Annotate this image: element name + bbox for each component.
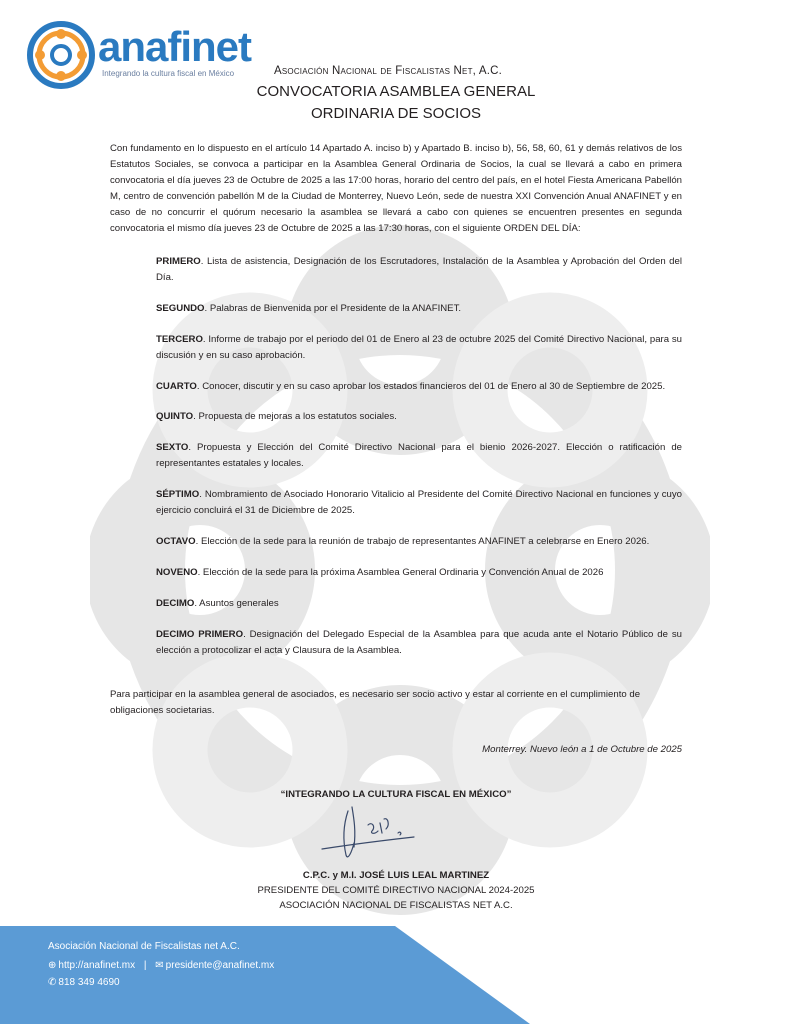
signatory-position: PRESIDENTE DEL COMITÉ DIRECTIVO NACIONAL 2024-2025 — [257, 885, 535, 896]
intro-paragraph: Con fundamento en lo dispuesto en el artículo 14 Apartado A. inciso b) y Apartado B. inciso b), 56, 58, 60, 61 y demás relativos de los Estatutos Sociales, se convoca a participar en la Asamblea General Ordinaria de Socios, la cual se llevará a cabo en primera convocatoria el día jueves 23 de Octubre de 2025 a las 17:00 horas, horario del centro del país, en el hotel Fiesta Americana Pabellón M, centro de convención pabellón M de la Ciudad de Monterrey, Nuevo León, sede de nuestra XXI Convención Anual ANAFINET y en caso de no concurrir el quórum necesario la asamblea se llevará a cabo con quienes se encuentren presentes en segunda convocatoria el mismo día jueves 23 de Octubre de 2025 a las 17:30 horas, con el siguiente ORDEN DEL DÍA: — [110, 143, 682, 234]
agenda-item — [156, 487, 682, 519]
agenda-item — [156, 596, 682, 612]
agenda-item-text: . Asuntos generales — [194, 597, 279, 609]
agenda-item — [156, 379, 682, 395]
agenda-item-label: TERCERO — [156, 333, 203, 345]
footer-contacts — [48, 960, 274, 971]
anafinet-emblem-icon — [26, 20, 96, 90]
agenda-item-label: OCTAVO — [156, 535, 196, 547]
footer-phone[interactable]: 818 349 4690 — [58, 977, 120, 988]
footer-email-link[interactable]: presidente@anafinet.mx — [165, 960, 275, 971]
agenda-item-text: . Informe de trabajo por el periodo del 01 de Enero al 23 de octubre 2025 del Comité Directivo Nacional, para su discusión y en su caso aprobación. — [156, 333, 682, 361]
logo-wordmark: anafinet — [98, 23, 252, 70]
closing-paragraph: Para participar en la asamblea general de asociados, es necesario ser socio activo y estar al corriente en el cumplimiento de obligaciones societarias. — [110, 689, 641, 716]
agenda-item — [156, 409, 682, 425]
motto: “INTEGRANDO LA CULTURA FISCAL EN MÉXICO” — [280, 789, 512, 800]
agenda-item — [156, 627, 682, 659]
handwritten-signature — [318, 803, 418, 865]
agenda-item-text: . Propuesta de mejoras a los estatutos sociales. — [193, 411, 397, 423]
agenda-list — [156, 254, 682, 674]
agenda-item-label: SEXTO — [156, 442, 189, 454]
agenda-item — [156, 565, 682, 581]
agenda-item — [156, 440, 682, 472]
agenda-item — [156, 301, 682, 317]
anafinet-logo — [26, 20, 258, 90]
globe-icon: ⊕ — [48, 960, 57, 971]
place-date: Monterrey. Nuevo león a 1 de Octubre de 2025 — [482, 744, 682, 755]
agenda-item — [156, 534, 682, 550]
agenda-item-label: PRIMERO — [156, 256, 201, 267]
agenda-item-text: . Nombramiento de Asociado Honorario Vitalicio al Presidente del Comité Directivo Nacional en funciones y cuyo ejercicio concluirá el 31 de Diciembre de 2025. — [156, 489, 682, 517]
agenda-item-text: . Conocer, discutir y en su caso aprobar los estados financieros del 01 de Enero al 30 de Septiembre de 2025. — [196, 380, 666, 392]
agenda-item-label: SÉPTIMO — [156, 489, 200, 501]
signatory-name: C.P.C. y M.I. JOSÉ LUIS LEAL MARTINEZ — [302, 870, 490, 881]
agenda-item — [156, 332, 682, 364]
org-name: Asociación Nacional de Fiscalistas Net, A.C. — [274, 65, 503, 77]
signatory-organization: ASOCIACIÓN NACIONAL DE FISCALISTAS NET A.C. — [279, 900, 513, 911]
agenda-item-label: DECIMO PRIMERO — [156, 628, 244, 640]
doc-title-line1: CONVOCATORIA ASAMBLEA GENERAL — [256, 83, 536, 100]
footer-org: Asociación Nacional de Fiscalistas net A.C. — [48, 941, 240, 952]
footer-separator: | — [143, 960, 147, 971]
agenda-item-text: . Palabras de Bienvenida por el Presidente de la ANAFINET. — [204, 302, 462, 314]
agenda-item-text: . Propuesta y Elección del Comité Directivo Nacional para el bienio 2026-2027. Elección o ratificación de representantes estatales y locales. — [156, 442, 682, 470]
agenda-item-text: . Elección de la sede para la próxima Asamblea General Ordinaria y Convención Anual de 2026 — [197, 566, 604, 578]
doc-title-line2: ORDINARIA DE SOCIOS — [310, 105, 482, 122]
agenda-item-label: NOVENO — [156, 566, 198, 578]
footer-phone-line — [48, 977, 120, 988]
agenda-item — [156, 254, 682, 286]
agenda-item-text: . Lista de asistencia, Designación de los Escrutadores, Instalación de la Asamblea y Aprobación del Orden del Día. — [156, 256, 682, 283]
agenda-item-label: DECIMO — [156, 597, 195, 609]
email-icon: ✉ — [155, 960, 164, 971]
logo-tagline: Integrando la cultura fiscal en México — [102, 69, 235, 78]
agenda-item-label: CUARTO — [156, 380, 197, 392]
agenda-item-text: . Designación del Delegado Especial de la Asamblea para que acuda ante el Notario Público de su elección a protocolizar el acta y Clausura de la Asamblea. — [156, 628, 682, 656]
phone-icon: ✆ — [48, 977, 57, 988]
agenda-item-label: SEGUNDO — [156, 302, 205, 314]
agenda-item-text: . Elección de la sede para la reunión de trabajo de representantes ANAFINET a celebrarse en Enero 2026. — [195, 535, 650, 547]
footer-website-link[interactable]: http://anafinet.mx — [58, 960, 136, 971]
agenda-item-label: QUINTO — [156, 411, 194, 423]
